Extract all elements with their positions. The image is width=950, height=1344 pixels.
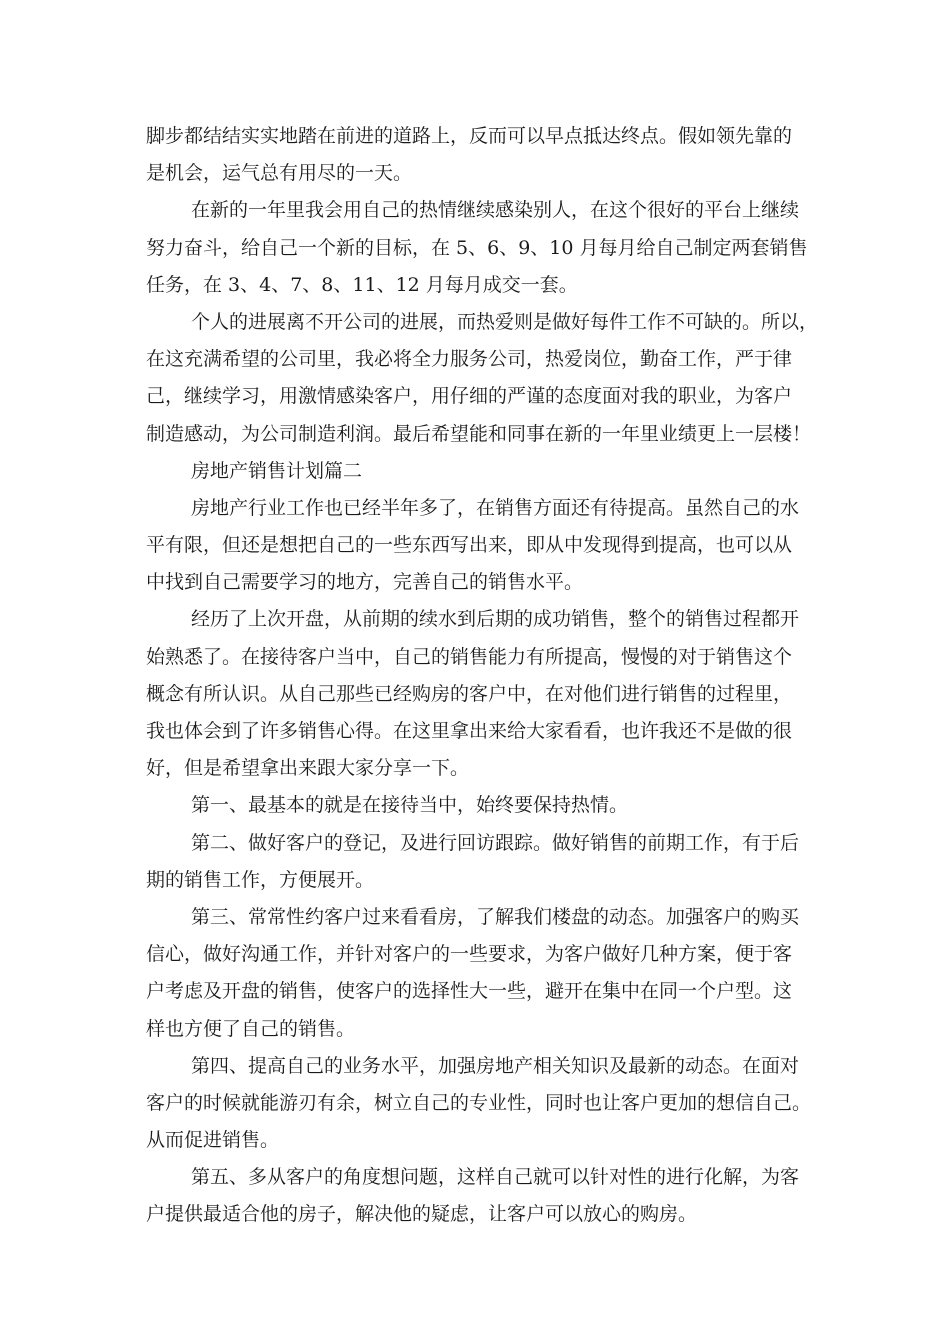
text-line: 第一、最基本的就是在接待当中，始终要保持热情。 (191, 794, 629, 817)
text-line: 在新的一年里我会用自己的热情继续感染别人，在这个很好的平台上继续 (191, 199, 800, 222)
text-line: 好，但是希望拿出来跟大家分享一下。 (146, 757, 470, 780)
text-line: 信心，做好沟通工作，并针对客户的一些要求，为客户做好几种方案，便于客 (146, 943, 793, 966)
text-line: 从而促进销售。 (146, 1129, 280, 1152)
text-line: 努力奋斗，给自己一个新的目标，在 5、6、9、10 月每月给自己制定两套销售 (146, 236, 808, 259)
text-line: 脚步都结结实实地踏在前进的道路上，反而可以早点抵达终点。假如领先靠的 (146, 125, 793, 147)
text-line: 经历了上次开盘，从前期的续水到后期的成功销售，整个的销售过程都开 (191, 608, 800, 631)
text-line: 个人的进展离不开公司的进展，而热爱则是做好每件工作不可缺的。所以， (191, 310, 819, 333)
text-line: 中找到自己需要学习的地方，完善自己的销售水平。 (146, 571, 584, 594)
text-line: 第二、做好客户的登记，及进行回访跟踪。做好销售的前期工作，有于后 (191, 831, 800, 854)
text-line: 在这充满希望的公司里，我必将全力服务公司，热爱岗位，勤奋工作，严于律 (146, 348, 793, 371)
text-line: 期的销售工作，方便展开。 (146, 868, 375, 891)
text-line: 我也体会到了许多销售心得。在这里拿出来给大家看看，也许我还不是做的很 (146, 720, 793, 742)
text-line: 制造感动，为公司制造利润。最后希望能和同事在新的一年里业绩更上一层楼！ (146, 422, 812, 445)
text-line: 户提供最适合他的房子，解决他的疑虑，让客户可以放心的购房。 (146, 1203, 698, 1226)
text-line: 第三、常常性约客户过来看看房，了解我们楼盘的动态。加强客户的购买 (191, 905, 800, 928)
text-line: 是机会，运气总有用尽的一天。 (146, 162, 413, 185)
text-line: 始熟悉了。在接待客户当中，自己的销售能力有所提高，慢慢的对于销售这个 (146, 645, 793, 668)
text-line: 第四、提高自己的业务水平，加强房地产相关知识及最新的动态。在面对 (191, 1054, 800, 1077)
text-line: 任务，在 3、4、7、8、11、12 月每月成交一套。 (146, 273, 578, 296)
text-line: 第五、多从客户的角度想问题，这样自己就可以针对性的进行化解，为客 (191, 1166, 800, 1189)
text-line: 己，继续学习，用激情感染客户，用仔细的严谨的态度面对我的职业，为客户 (146, 385, 793, 408)
document-body (146, 118, 819, 1234)
text-line: 房地产行业工作也已经半年多了，在销售方面还有待提高。虽然自己的水 (191, 496, 800, 519)
text-line: 客户的时候就能游刃有余，树立自己的专业性，同时也让客户更加的想信自己。 (146, 1091, 812, 1114)
section-heading: 房地产销售计划篇二 (191, 459, 363, 482)
text-line: 概念有所认识。从自己那些已经购房的客户中，在对他们进行销售的过程里， (146, 682, 793, 705)
text-line: 样也方便了自己的销售。 (146, 1017, 356, 1040)
text-line: 户考虑及开盘的销售，使客户的选择性大一些，避开在集中在同一个户型。这 (146, 980, 793, 1003)
text-line: 平有限，但还是想把自己的一些东西写出来，即从中发现得到提高，也可以从 (146, 534, 793, 557)
